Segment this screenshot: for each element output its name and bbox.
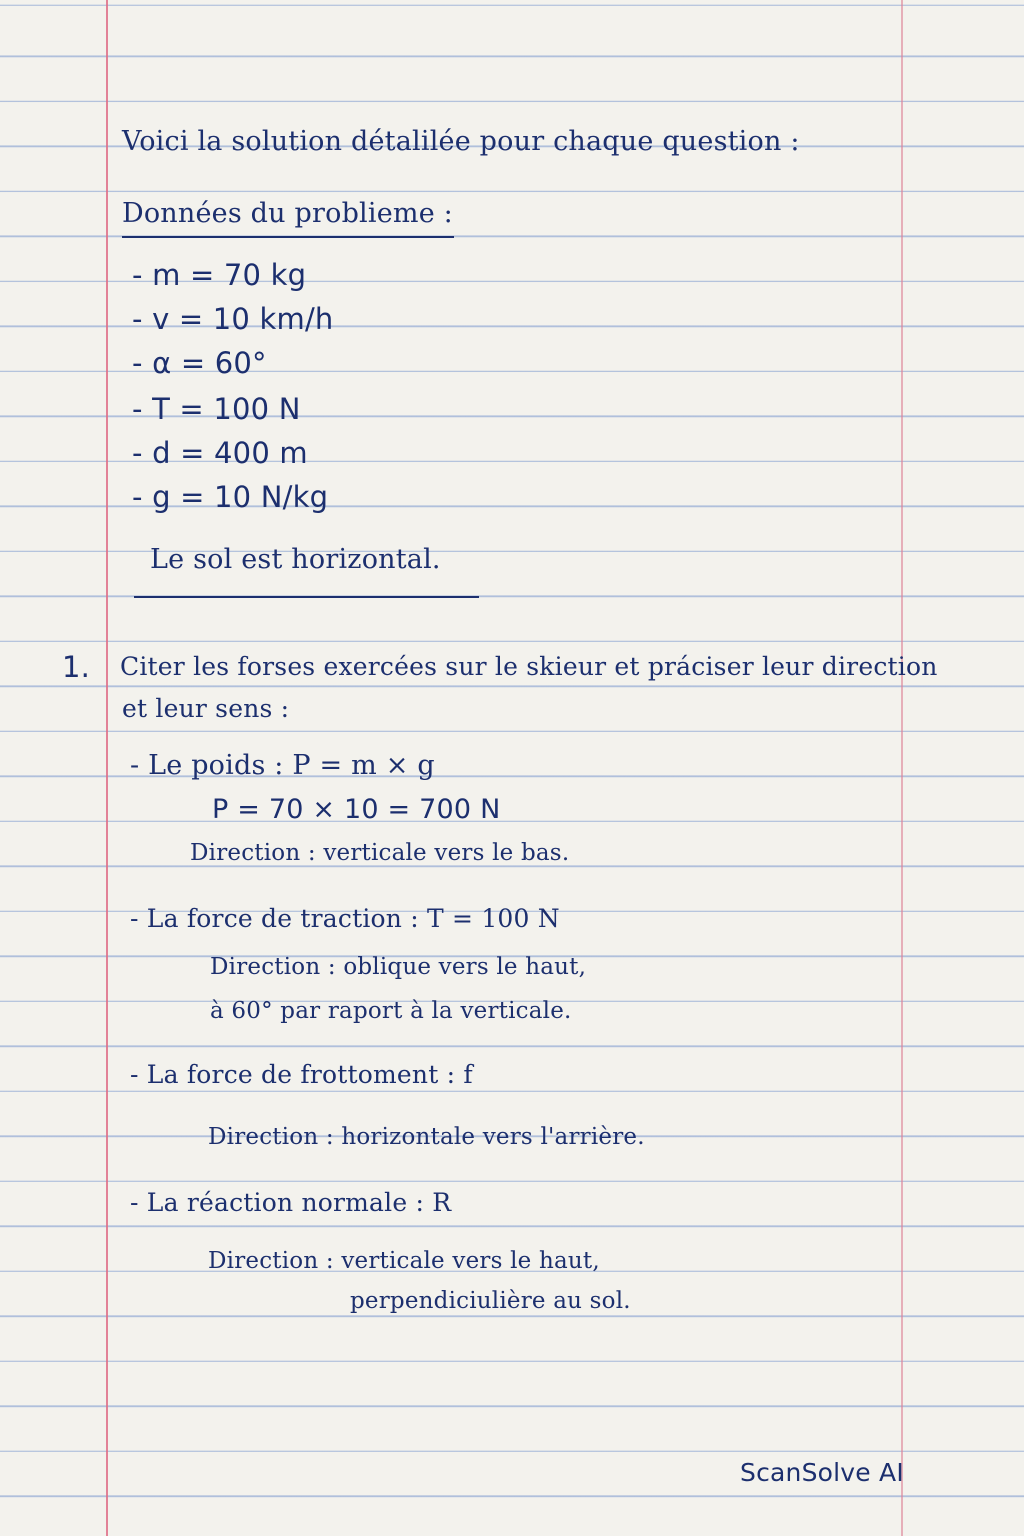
force-normal-direction: Direction : verticale vers le haut, (208, 1248, 600, 1274)
force-traction-title: - La force de traction : T = 100 N (130, 904, 560, 933)
given-item: - d = 400 m (132, 436, 308, 470)
force-weight-direction: Direction : verticale vers le bas. (190, 840, 570, 866)
given-item: - g = 10 N/kg (132, 480, 329, 514)
given-note: Le sol est horizontal. (150, 544, 441, 575)
intro-text: Voici la solution détalilée pour chaque question : (122, 126, 800, 157)
question-number: 1. (62, 650, 91, 684)
given-heading: Données du problieme : (122, 198, 453, 229)
left-margin-line (106, 0, 108, 1536)
force-traction-direction: Direction : oblique vers le haut, (210, 954, 587, 980)
given-item: - α = 60° (132, 346, 267, 380)
force-normal-direction: perpendiciulière au sol. (350, 1288, 631, 1314)
force-friction-title: - La force de frottoment : f (130, 1060, 473, 1089)
footer-brand: ScanSolve AI (740, 1458, 904, 1487)
force-weight-title: - Le poids : P = m × g (130, 750, 435, 781)
right-margin-line (901, 0, 903, 1536)
force-traction-direction: à 60° par raport à la verticale. (210, 998, 572, 1024)
force-friction-direction: Direction : horizontale vers l'arrière. (208, 1124, 645, 1150)
given-item: - v = 10 km/h (132, 302, 334, 336)
question-text-line-1: Citer les forses exercées sur le skieur et práciser leur direction (120, 652, 938, 681)
force-weight-calc: P = 70 × 10 = 700 N (212, 794, 501, 825)
section-divider (134, 596, 479, 598)
given-item: - T = 100 N (132, 392, 301, 426)
question-text-line-2: et leur sens : (122, 694, 290, 723)
given-item: - m = 70 kg (132, 258, 307, 292)
heading-underline (122, 236, 454, 238)
force-normal-title: - La réaction normale : R (130, 1188, 452, 1217)
